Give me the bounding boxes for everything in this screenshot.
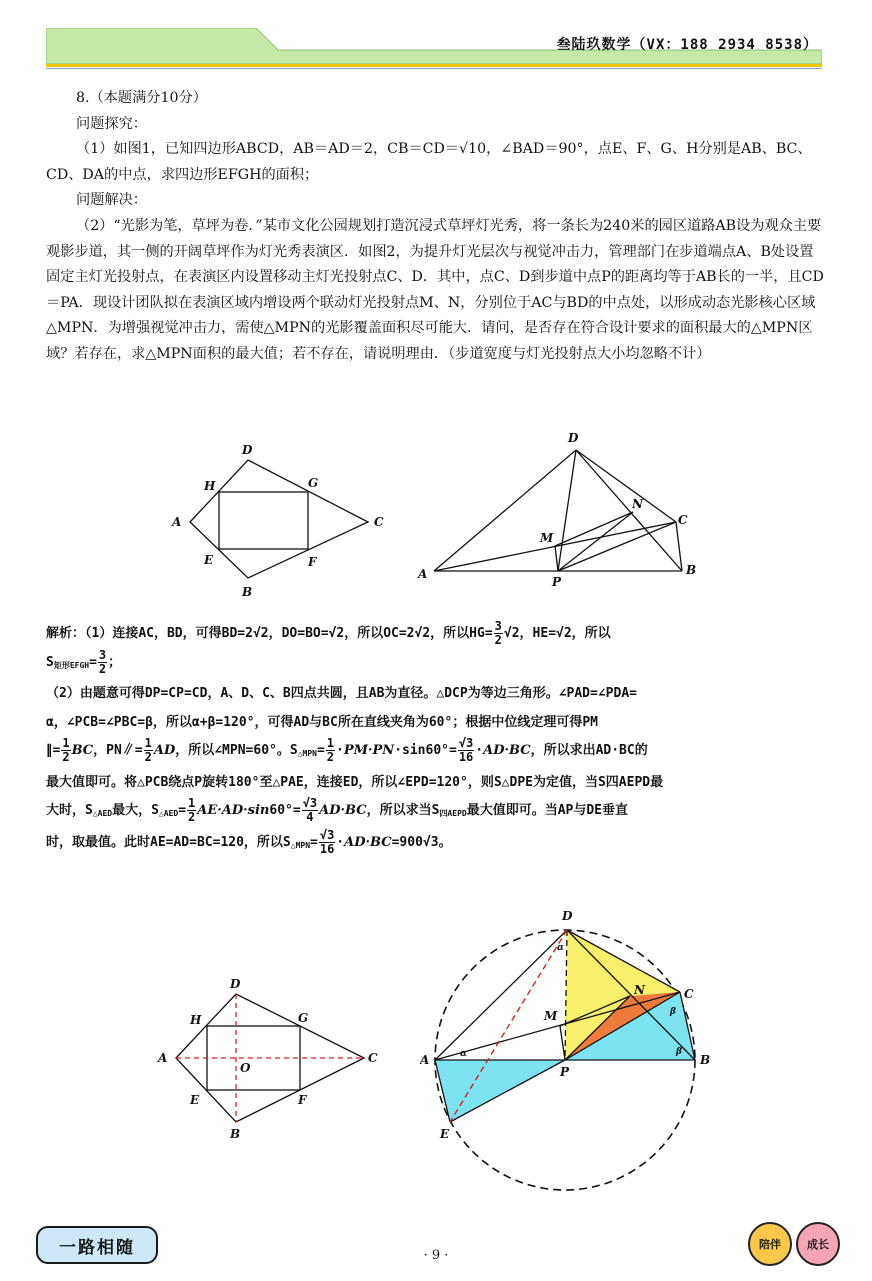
fig1-label-A: A (172, 515, 182, 529)
fig4-label-M: M (544, 1009, 558, 1023)
fig2-label-M: M (540, 531, 554, 545)
fig1-label-F: F (308, 555, 317, 569)
solve-label: 问题解决： (76, 192, 147, 209)
fig3-label-D: D (230, 977, 241, 991)
fig1-label-H: H (204, 479, 216, 493)
fig2-label-A: A (418, 567, 428, 581)
fig1-label-C: C (374, 515, 384, 529)
fig3-label-H: H (190, 1013, 202, 1027)
fig1-label-E: E (204, 553, 214, 567)
figure-3 (150, 972, 390, 1152)
page-header (46, 28, 822, 64)
fig2-label-C: C (678, 513, 688, 527)
fig1-label-D: D (242, 443, 253, 457)
fig3-label-C: C (368, 1051, 378, 1065)
fig1-label-G: G (308, 476, 319, 490)
solution-line-7: 大时，$S_{\triangle AED}$最大，$S_{\triangle AED}=$ $\frac{1}{2}$ AE·AD·sin60°= $\frac{√3}{4}$ AD·BC，所以求当$S_{四AEPD}$最大值即可。当AP与DE垂直 (46, 796, 629, 824)
explore-label: 问题探究： (76, 115, 147, 132)
fig4-label-E: E (440, 1127, 450, 1141)
solution-line-6: 最大值即可。将△PCB绕点P旋转180°至△PAE，连接ED，所以∠EPD=120°，则S△DPE为定值，当S四AEPD最 (46, 774, 664, 790)
fig2-label-P: P (552, 575, 562, 589)
fig3-label-A: A (158, 1051, 168, 1065)
fig2-label-B: B (686, 563, 697, 577)
fig3-label-B: B (230, 1127, 241, 1141)
problem-title: 8.（本题满分10分） (76, 90, 207, 106)
header-rule-thin (46, 68, 822, 69)
fig4-label-A: A (420, 1053, 430, 1067)
fig3-label-O: O (240, 1061, 251, 1075)
solution-line-1: 解析：（1）连接AC，BD，可得BD=2√2，DO=BO=√2，所以OC=2√2，所以HG= $\frac{3}{2}$ √2，HE=√2，所以 (46, 619, 611, 647)
fig4-label-B: B (700, 1053, 711, 1067)
fig3-label-G: G (298, 1011, 309, 1025)
problem-text (46, 86, 826, 368)
figure-1 (170, 430, 400, 610)
fig4-label-P: P (560, 1065, 570, 1079)
badge-growth: 成长 (796, 1222, 840, 1266)
fig4-label-alpha-2: α (460, 1049, 467, 1059)
fig4-label-beta-1: β (670, 1007, 676, 1017)
fig4-label-C: C (684, 987, 694, 1001)
solution-line-2: $S_{矩形EFGH}=$ $\frac{3}{2}$ ； (46, 647, 122, 676)
figure-2 (414, 426, 714, 596)
fig4-label-alpha-1: α (557, 943, 564, 953)
solution-line-4: α，∠PCB=∠PBC=β，所以α+β=120°，可得AD与BC所在直线夹角为60°；根据中位线定理可得PM (46, 714, 598, 730)
solution-line-5: ∥= $\frac{1}{2}$ BC，PN∥= $\frac{1}{2}$ AD，所以∠MPN=60°。$S_{\triangle MPN}=$ $\frac{1}{2}$ ·PM·PN·sin60°= $\frac{√3}{16}$ ·AD·BC，所以求出AD·BC的 (46, 736, 648, 764)
page-number: · 9 · (423, 1248, 449, 1263)
footer-slogan: 一路相随 (36, 1226, 158, 1264)
solution-line-8: 时，取最值。此时AE=AD=BC=120，所以$S_{\triangle MPN}=$ $\frac{√3}{16}$ ·AD·BC=900√3。 (46, 827, 452, 856)
part1-text: （1）如图1，已知四边形ABCD，AB＝AD＝2，CB＝CD＝√10，∠BAD＝90°，点E、F、G、H分别是AB、BC、CD、DA的中点，求四边形EFGH的面积； (46, 141, 812, 183)
fig3-label-E: E (190, 1093, 200, 1107)
figure-4 (420, 902, 720, 1192)
fig2-label-D: D (568, 431, 579, 445)
solution-line-3: （2）由题意可得DP=CP=CD，A、D、C、B四点共圆，且AB为直径。△DCP为等边三角形。∠PAD=∠PDA= (46, 686, 637, 701)
fig2-label-N: N (632, 497, 643, 511)
part2-text: （2）“光影为笔，草坪为卷．”某市文化公园规划打造沉浸式草坪灯光秀，将一条长为240米的园区道路AB设为观众主要观影步道，其一侧的开阔草坪作为灯光秀表演区．如图2，为提升灯光层次与视觉冲击力，管理部门在步道端点A、B处设置固定主灯光投射点，在表演区内设置移动主灯光投射点C、D．其中，点C、D到步道中点P的距离均等于AB长的一半，且CD＝PA．现设计团队拟在表演区域内增设两个联动灯光投射点M、N，分别位于AC与BD的中点处，以形成动态光影核心区域△MPN．为增强视觉冲击力，需使△MPN的光影覆盖面积尽可能大．请问，是否存在符合设计要求的面积最大的△MPN区域？若存在，求△MPN面积的最大值；若不存在，请说明理由．（步道宽度与灯光投射点大小均忽略不计） (46, 217, 824, 362)
fig1-label-B: B (242, 585, 253, 599)
fig4-label-beta-2: β (676, 1047, 682, 1057)
fig4-label-D: D (562, 909, 573, 923)
fig3-label-F: F (298, 1093, 307, 1107)
badge-companion: 陪伴 (748, 1222, 792, 1266)
brand-text: 叁陆玖数学（VX：188 2934 8538） (556, 37, 818, 53)
solution-block (46, 620, 826, 860)
header-rule-yellow (46, 64, 822, 67)
fig4-label-N: N (634, 983, 645, 997)
